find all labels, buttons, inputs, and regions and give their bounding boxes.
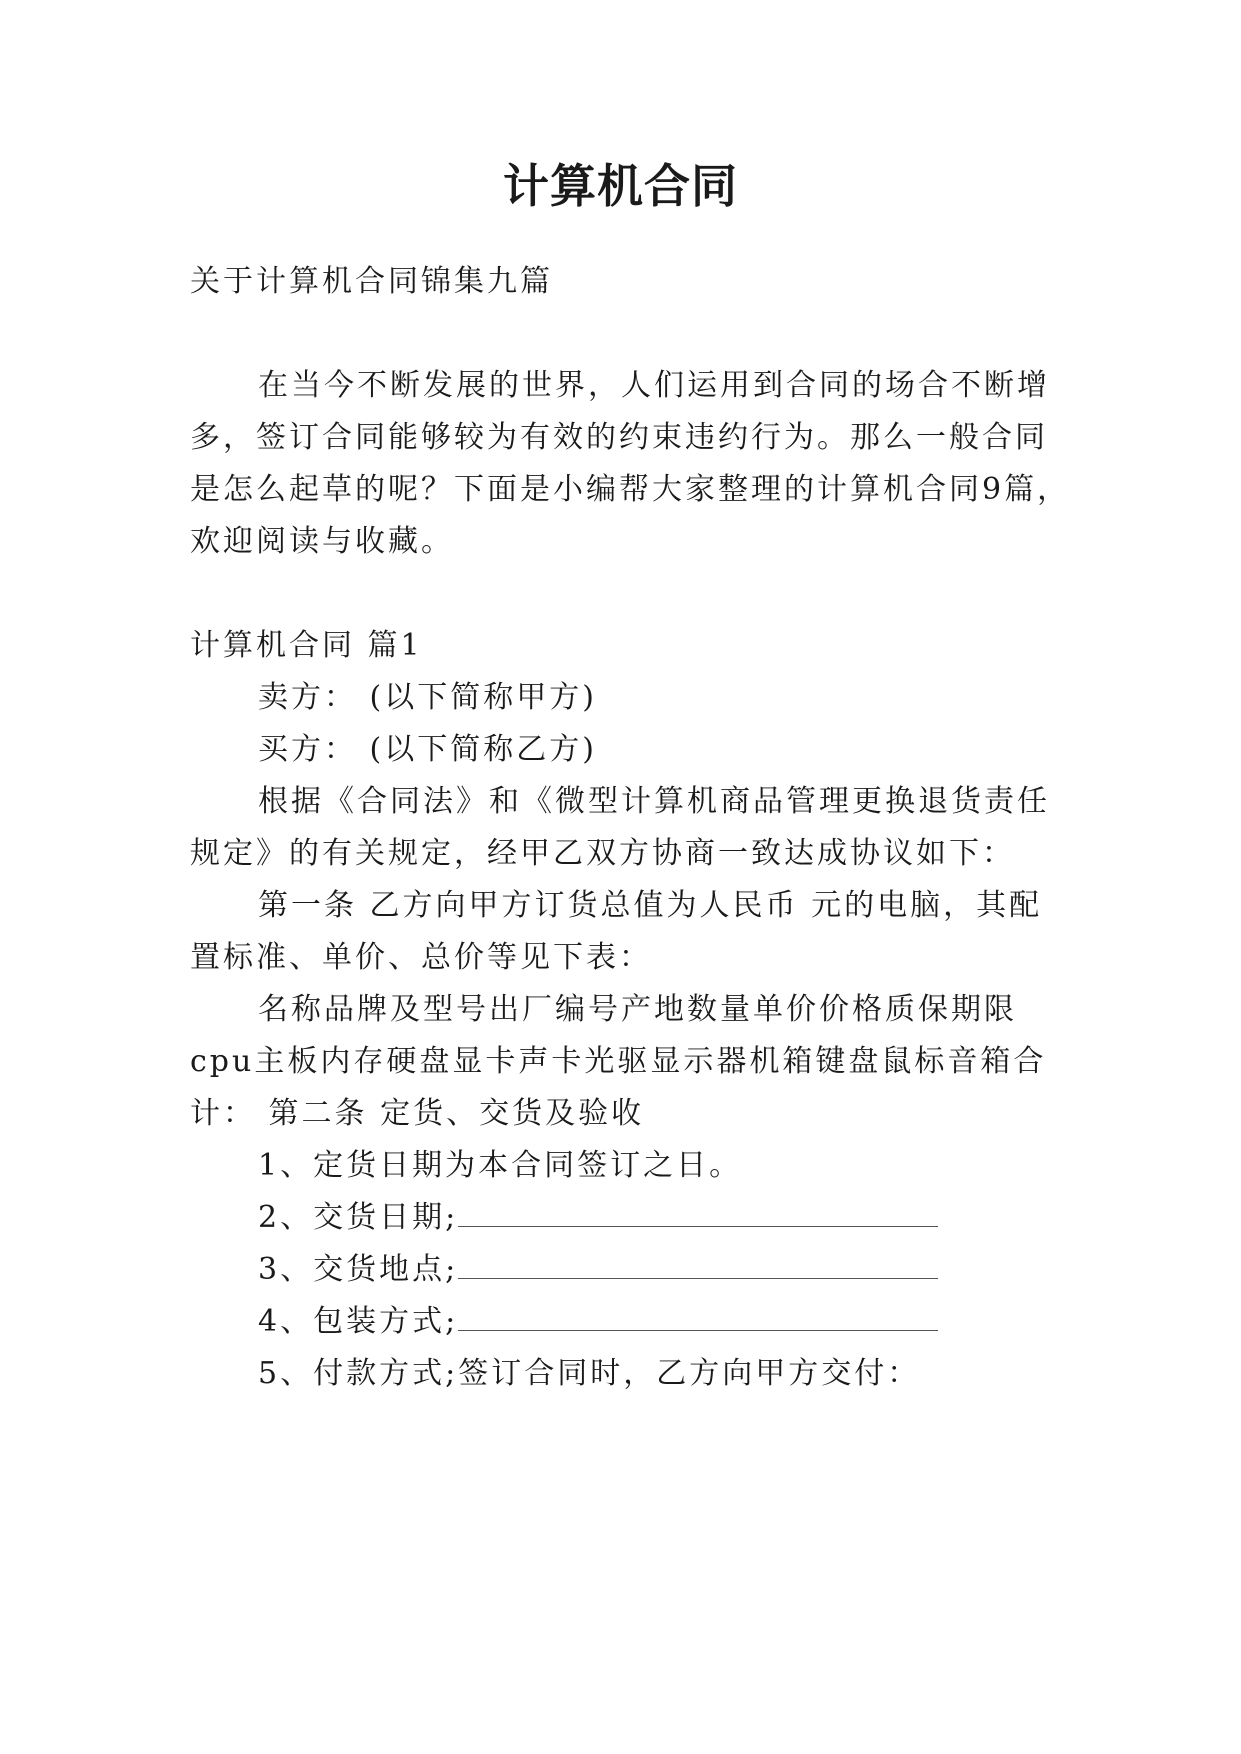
document-title: 计算机合同 (503, 159, 738, 213)
article1-line-1: 第一条 乙方向甲方订货总值为人民币 元的电脑，其配 (258, 888, 1043, 923)
seller-line: 卖方： (以下简称甲方) (258, 680, 597, 715)
delivery-place-blank (458, 1250, 938, 1279)
subtitle: 关于计算机合同锦集九篇 (190, 264, 553, 299)
item-delivery-place (258, 1250, 938, 1290)
intro-line-4: 欢迎阅读与收藏。 (190, 524, 454, 559)
item-payment: 5、付款方式;签订合同时，乙方向甲方交付： (258, 1356, 921, 1391)
table-text-line-1: 名称品牌及型号出厂编号产地数量单价价格质保期限 (258, 992, 1017, 1027)
item-delivery-place-label: 3、交货地点; (258, 1252, 459, 1287)
basis-line-1: 根据《合同法》和《微型计算机商品管理更换退货责任 (258, 784, 1050, 819)
intro-line-2: 多，签订合同能够较为有效的约束违约行为。那么一般合同 (190, 420, 1048, 455)
intro-line-1: 在当今不断发展的世界，人们运用到合同的场合不断增 (258, 368, 1050, 403)
delivery-date-blank (458, 1198, 938, 1227)
table-text-line-3: 计： 第二条 定货、交货及验收 (190, 1096, 645, 1131)
packaging-blank (458, 1302, 938, 1331)
item-delivery-date (258, 1198, 938, 1238)
basis-line-2: 规定》的有关规定，经甲乙双方协商一致达成协议如下： (190, 836, 1015, 871)
item-packaging-label: 4、包装方式; (258, 1304, 459, 1339)
article1-line-2: 置标准、单价、总价等见下表： (190, 940, 652, 975)
item-packaging (258, 1302, 938, 1342)
table-text-line-2: cpu主板内存硬盘显卡声卡光驱显示器机箱键盘鼠标音箱合 (190, 1044, 1047, 1079)
item-order-date: 1、定货日期为本合同签订之日。 (258, 1148, 743, 1183)
intro-line-3: 是怎么起草的呢？下面是小编帮大家整理的计算机合同9篇， (190, 472, 1071, 507)
item-delivery-date-label: 2、交货日期; (258, 1200, 459, 1235)
section-heading: 计算机合同 篇1 (190, 628, 423, 663)
buyer-line: 买方： (以下简称乙方) (258, 732, 597, 767)
